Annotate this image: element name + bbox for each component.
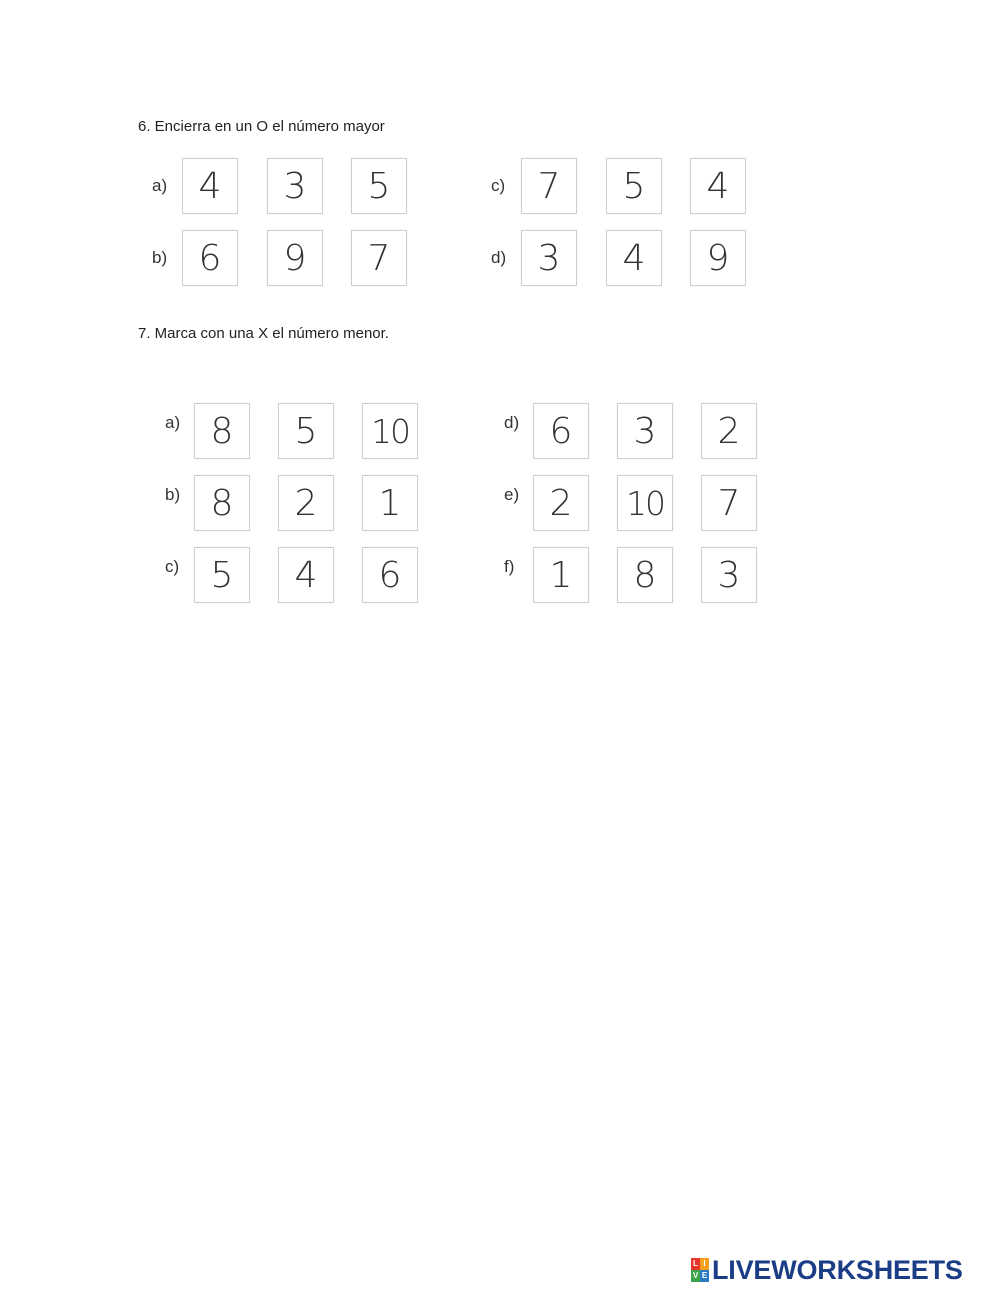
row-label: a) bbox=[165, 413, 181, 432]
number-box[interactable]: 10 bbox=[617, 475, 673, 531]
row-label: b) bbox=[152, 248, 168, 267]
number-box[interactable]: 8 bbox=[194, 475, 250, 531]
number-box[interactable]: 10 bbox=[362, 403, 418, 459]
number-box[interactable]: 8 bbox=[617, 547, 673, 603]
row-label: f) bbox=[504, 557, 515, 576]
number-box[interactable]: 5 bbox=[606, 158, 662, 214]
number-box[interactable]: 9 bbox=[267, 230, 323, 286]
number-box[interactable]: 4 bbox=[606, 230, 662, 286]
number-box[interactable]: 2 bbox=[701, 403, 757, 459]
number-box[interactable]: 5 bbox=[278, 403, 334, 459]
number-box[interactable]: 1 bbox=[533, 547, 589, 603]
logo-mark-letter: E bbox=[701, 1271, 708, 1280]
number-box[interactable]: 2 bbox=[278, 475, 334, 531]
number-box[interactable]: 6 bbox=[362, 547, 418, 603]
number-box[interactable]: 3 bbox=[617, 403, 673, 459]
row-label: c) bbox=[491, 176, 506, 195]
number-box[interactable]: 4 bbox=[278, 547, 334, 603]
number-box[interactable]: 6 bbox=[533, 403, 589, 459]
logo-mark-letter: I bbox=[700, 1258, 709, 1270]
number-box[interactable]: 3 bbox=[267, 158, 323, 214]
number-box[interactable]: 6 bbox=[182, 230, 238, 286]
row-label: a) bbox=[152, 176, 168, 195]
row-label: d) bbox=[491, 248, 507, 267]
row-label: b) bbox=[165, 485, 181, 504]
row-label: d) bbox=[504, 413, 520, 432]
number-box[interactable]: 4 bbox=[690, 158, 746, 214]
number-box[interactable]: 7 bbox=[351, 230, 407, 286]
number-box[interactable]: 8 bbox=[194, 403, 250, 459]
number-box[interactable]: 4 bbox=[182, 158, 238, 214]
number-box[interactable]: 7 bbox=[701, 475, 757, 531]
logo-text: LIVEWORKSHEETS bbox=[712, 1254, 963, 1285]
number-box[interactable]: 7 bbox=[521, 158, 577, 214]
logo-mark-letter: L bbox=[691, 1258, 700, 1270]
section-6-instruction: 6. Encierra en un O el número mayor bbox=[138, 118, 385, 135]
section-7-instruction: 7. Marca con una X el número menor. bbox=[138, 325, 389, 342]
liveworksheets-logo bbox=[691, 1255, 963, 1285]
number-box[interactable]: 9 bbox=[690, 230, 746, 286]
row-label: e) bbox=[504, 485, 520, 504]
liveworksheets-logo-mark-icon bbox=[691, 1258, 709, 1282]
number-box[interactable]: 3 bbox=[521, 230, 577, 286]
number-box[interactable]: 1 bbox=[362, 475, 418, 531]
row-label: c) bbox=[165, 557, 180, 576]
logo-mark-letter: V bbox=[692, 1271, 699, 1280]
number-box[interactable]: 5 bbox=[351, 158, 407, 214]
number-box[interactable]: 2 bbox=[533, 475, 589, 531]
number-box[interactable]: 5 bbox=[194, 547, 250, 603]
number-box[interactable]: 3 bbox=[701, 547, 757, 603]
